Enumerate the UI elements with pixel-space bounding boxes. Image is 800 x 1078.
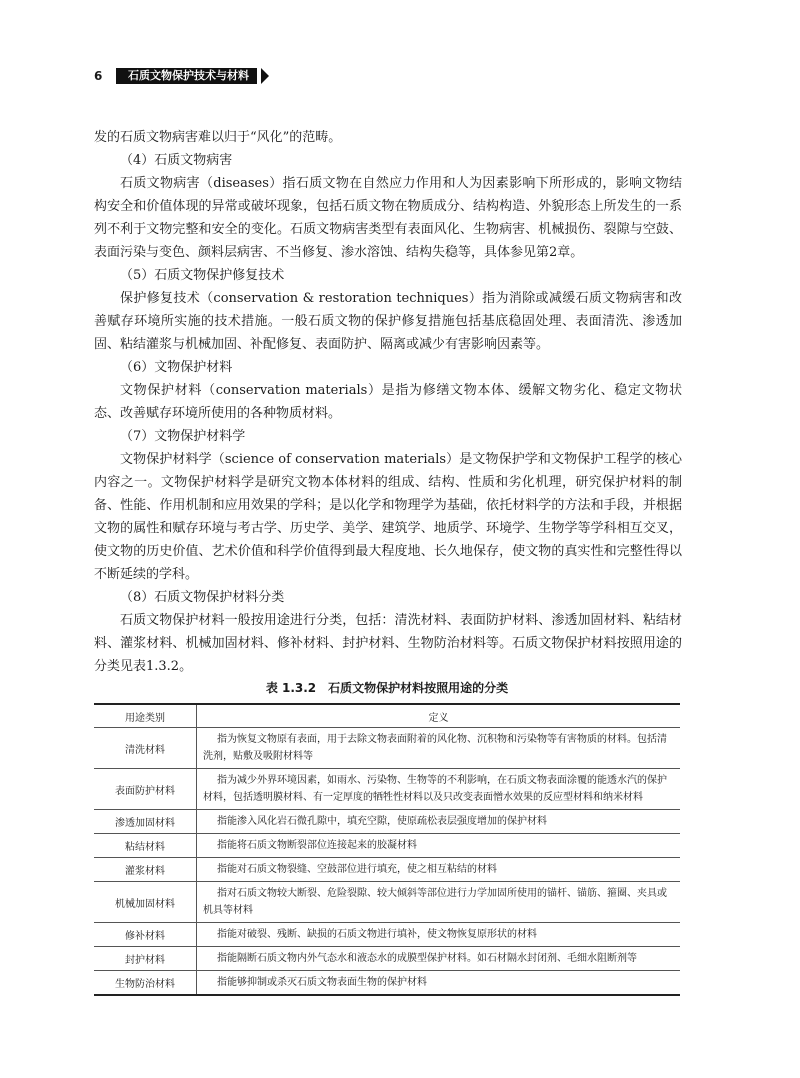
category-cell: 灌浆材料: [94, 858, 197, 882]
definition-cell: 指能对破裂、残断、缺损的石质文物进行填补，使文物恢复原形状的材料: [197, 923, 681, 947]
classification-table: [94, 703, 680, 996]
paragraph: 发的石质文物病害难以归于“风化”的范畴。: [94, 130, 342, 145]
paragraph: 保护修复技术（conservation & restoration techniques）指为消除或减缓石质文物病害和改善赋存环境所实施的技术措施。一般石质文物的保护修复措施包括基底稳固处理、表面清洗、渗透加固、粘结灌浆与机械加固、补配修复、表面防护、隔离或减少有害影响因素等。: [94, 291, 682, 352]
table-row: [94, 858, 680, 882]
category-cell: 机械加固材料: [94, 882, 197, 923]
definition-cell: 指能渗入风化岩石微孔隙中，填充空隙，使原疏松表层强度增加的保护材料: [197, 810, 681, 834]
header-category: 用途类别: [94, 704, 197, 728]
paragraph: （5）石质文物保护修复技术: [120, 268, 285, 283]
header-definition: 定义: [197, 704, 681, 728]
category-cell: 生物防治材料: [94, 971, 197, 996]
definition-cell: 指能够抑制或杀灭石质文物表面生物的保护材料: [197, 971, 681, 996]
table-body: [94, 728, 680, 996]
body-text: [94, 126, 682, 678]
table-row: [94, 810, 680, 834]
table-row: [94, 769, 680, 810]
table-row: [94, 947, 680, 971]
header-arrow-icon: [261, 68, 269, 84]
paragraph: （8）石质文物保护材料分类: [120, 590, 285, 605]
book-title: 石质文物保护技术与材料: [116, 68, 257, 84]
category-cell: 表面防护材料: [94, 769, 197, 810]
category-cell: 封护材料: [94, 947, 197, 971]
table-header-row: [94, 704, 680, 728]
paragraph: 文物保护材料（conservation materials）是指为修缮文物本体、缓解文物劣化、稳定文物状态、改善赋存环境所使用的各种物质材料。: [94, 383, 682, 421]
definition-cell: 指为减少外界环境因素，如雨水、污染物、生物等的不利影响，在石质文物表面涂覆的能透水汽的保护材料，包括透明膜材料、有一定厚度的牺牲性材料以及只改变表面憎水效果的反应型材料和纳米材料: [197, 769, 681, 810]
table-row: [94, 834, 680, 858]
paragraph: 石质文物病害（diseases）指石质文物在自然应力作用和人为因素影响下所形成的，影响文物结构安全和价值体现的异常或破坏现象，包括石质文物在物质成分、结构构造、外貌形态上所发生的一系列不利于文物完整和安全的变化。石质文物病害类型有表面风化、生物病害、机械损伤、裂隙与空鼓、表面污染与变色、颜料层病害、不当修复、渗水溶蚀、结构失稳等，具体参见第2章。: [94, 176, 682, 260]
category-cell: 粘结材料: [94, 834, 197, 858]
paragraph: 石质文物保护材料一般按用途进行分类，包括：清洗材料、表面防护材料、渗透加固材料、粘结材料、灌浆材料、机械加固材料、修补材料、封护材料、生物防治材料等。石质文物保护材料按照用途的分类见表1.3.2。: [94, 613, 682, 674]
definition-cell: 指能隔断石质文物内外气态水和液态水的成膜型保护材料。如石材隔水封闭剂、毛细水阻断剂等: [197, 947, 681, 971]
paragraph: （7）文物保护材料学: [120, 429, 246, 444]
definition-cell: 指为恢复文物原有表面，用于去除文物表面附着的风化物、沉积物和污染物等有害物质的材料。包括清洗剂，贴敷及吸附材料等: [197, 728, 681, 769]
page-number: 6: [94, 69, 103, 83]
paragraph: 文物保护材料学（science of conservation materials）是文物保护学和文物保护工程学的核心内容之一。文物保护材料学是研究文物本体材料的组成、结构、性质和劣化机理，研究保护材料的制备、性能、作用机制和应用效果的学科；是以化学和物理学为基础，依托材料学的方法和手段，并根据文物的属性和赋存环境与考古学、历史学、美学、建筑学、地质学、环境学、生物学等学科相互交叉，使文物的历史价值、艺术价值和科学价值得到最大程度地、长久地保存，使文物的真实性和完整性得以不断延续的学科。: [94, 452, 682, 582]
definition-cell: 指对石质文物较大断裂、危险裂隙、较大倾斜等部位进行力学加固所使用的锚杆、锚筋、箍圈、夹具或机具等材料: [197, 882, 681, 923]
paragraph: （6）文物保护材料: [120, 360, 233, 375]
category-cell: 修补材料: [94, 923, 197, 947]
table-row: [94, 923, 680, 947]
paragraph: （4）石质文物病害: [120, 153, 233, 168]
table-row: [94, 728, 680, 769]
category-cell: 清洗材料: [94, 728, 197, 769]
running-header: [94, 68, 269, 84]
definition-cell: 指能对石质文物裂缝、空鼓部位进行填充，使之相互粘结的材料: [197, 858, 681, 882]
definition-cell: 指能将石质文物断裂部位连接起来的胶凝材料: [197, 834, 681, 858]
table-row: [94, 882, 680, 923]
category-cell: 渗透加固材料: [94, 810, 197, 834]
table-caption: 表 1.3.2 石质文物保护材料按照用途的分类: [265, 681, 509, 695]
table-row: [94, 971, 680, 996]
